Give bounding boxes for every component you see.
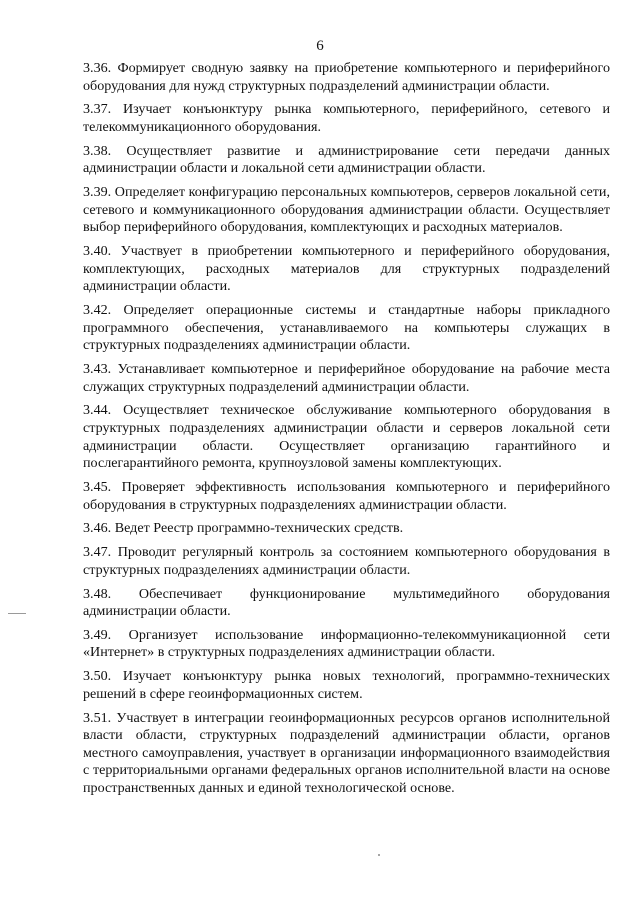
clause-3-38: 3.38. Осуществляет развитие и администрирование сети передачи данных администрации области и локальной сети администрации области. <box>83 142 610 177</box>
clause-3-47: 3.47. Проводит регулярный контроль за состоянием компьютерного оборудования в структурных подразделениях администрации области. <box>83 544 610 578</box>
scan-speck <box>378 854 380 856</box>
clause-3-44: 3.44. Осуществляет техническое обслуживание компьютерного оборудования в структурных подразделениях администрации области и серверов локальной сети администрации области. Осуществляет организацию гарантийного и послегарантийного ремонта, крупноузловой замены комплектующих. <box>83 402 610 472</box>
clause-3-43: 3.43. Устанавливает компьютерное и периферийное оборудование на рабочие места служащих структурных подразделений администрации области. <box>83 361 610 395</box>
clause-3-48: 3.48. Обеспечивает функционирование мультимедийного оборудования администрации области. <box>83 585 610 620</box>
clause-3-51: 3.51. Участвует в интеграции геоинформационных ресурсов органов исполнительной власти области, структурных подразделений администрации области, органов местного самоуправления, участвует в организации информационного взаимодействия с территориальными органами федеральных органов исполнительной власти на основе пространственных данных и единой технологической основе. <box>83 709 610 796</box>
margin-mark <box>8 613 26 614</box>
clause-3-36: 3.36. Формирует сводную заявку на приобретение компьютерного и периферийного оборудования для нужд структурных подразделений администрации области. <box>83 60 610 94</box>
clause-3-49: 3.49. Организует использование информационно-телекоммуникационной сети «Интернет» в структурных подразделениях администрации области. <box>83 626 610 661</box>
clause-3-50: 3.50. Изучает конъюнктуру рынка новых технологий, программно-технических решений в сфере геоинформационных систем. <box>83 668 610 702</box>
page-number: 6 <box>316 38 324 54</box>
clause-3-46: 3.46. Ведет Реестр программно-технических средств. <box>83 520 404 537</box>
clause-3-39: 3.39. Определяет конфигурацию персональных компьютеров, серверов локальной сети, сетевого и коммуникационного оборудования администрации области. Осуществляет выбор периферийного оборудования, комплектующих и расходных материалов. <box>83 184 610 236</box>
clause-3-37: 3.37. Изучает конъюнктуру рынка компьютерного, периферийного, сетевого и телекоммуникационного оборудования. <box>83 101 610 135</box>
clause-3-40: 3.40. Участвует в приобретении компьютерного и периферийного оборудования, комплектующих, расходных материалов для структурных подразделений администрации области. <box>83 243 610 295</box>
clause-3-42: 3.42. Определяет операционные системы и стандартные наборы прикладного программного обеспечения, устанавливаемого на компьютеры служащих в структурных подразделениях администрации области. <box>83 302 610 354</box>
document-body <box>83 60 610 804</box>
clause-3-45: 3.45. Проверяет эффективность использования компьютерного и периферийного оборудования в структурных подразделениях администрации области. <box>83 478 610 513</box>
